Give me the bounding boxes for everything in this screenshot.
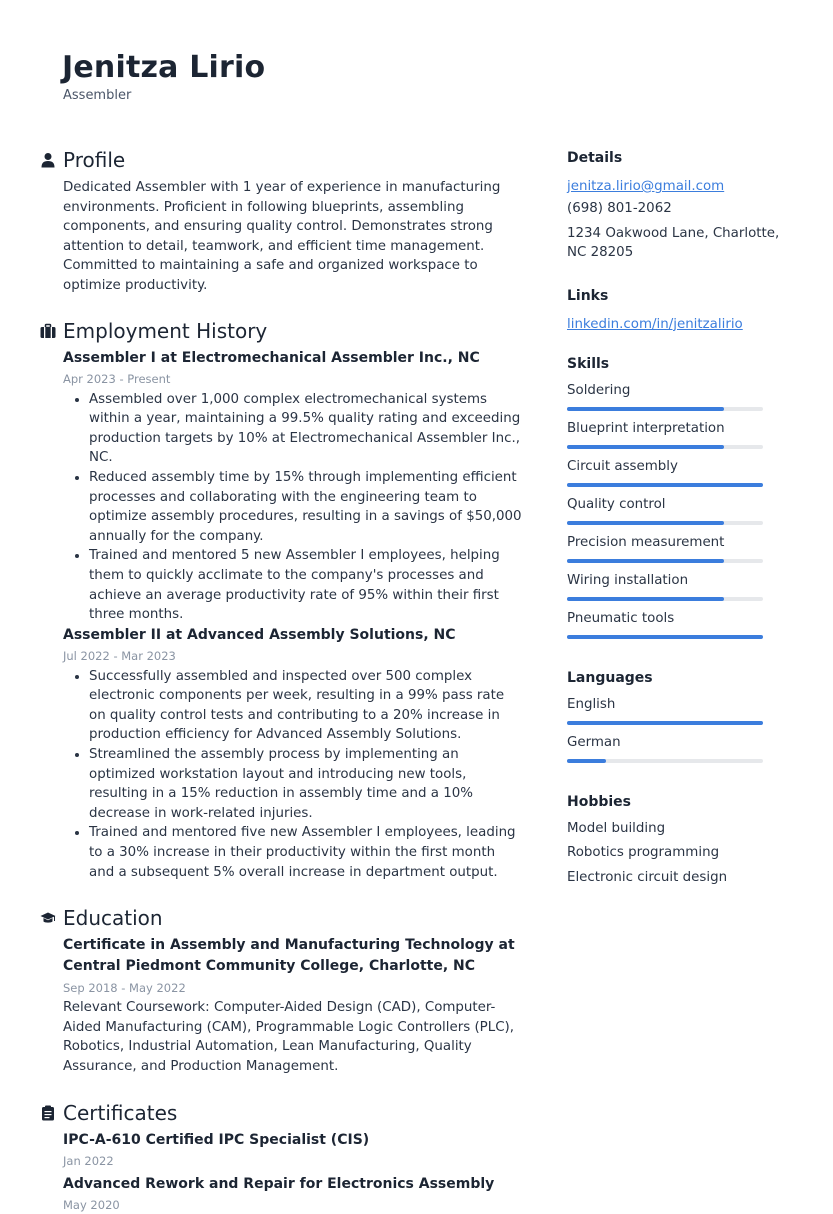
profile-text: Dedicated Assembler with 1 year of experience in manufacturing environments. Proficient in following blueprints, assembling components, and ensuring quality control. Demonstrates strong attention to detail, teamwork, and efficient time management. Committed to maintaining a safe and organized workspace to optimize productivity. [63,180,501,293]
education-title: Education [63,906,163,931]
job-bullets [63,390,522,625]
person-icon [40,152,56,168]
language-bar-track [567,721,763,725]
skill-bar-track [567,445,763,449]
hobbies-heading: Hobbies [567,793,632,810]
hobby-item: Robotics programming [567,845,720,861]
certificate-entry [40,1174,522,1214]
education-entry [40,935,522,1076]
skill-bar-track [567,407,763,411]
skill-label: Wiring installation [567,572,689,588]
profile-title: Profile [63,148,126,172]
clipboard-icon [40,1105,56,1121]
skill-bar-fill [567,483,763,487]
skill-bar-fill [567,559,724,563]
skill-label: Blueprint interpretation [567,420,725,436]
languages-heading: Languages [567,669,653,686]
language-bar-track [567,759,763,763]
linkedin-link[interactable]: linkedin.com/in/jenitzalirio [567,316,743,332]
skill-item [567,609,767,647]
briefcase-icon [40,323,56,339]
skill-item [567,457,767,495]
language-item [567,695,767,733]
skill-bar-track [567,597,763,601]
skill-item [567,419,767,457]
skill-bar-track [567,483,763,487]
phone: (698) 801-2062 [567,201,672,216]
certificates-title: Certificates [63,1100,178,1125]
hobby-item: Electronic circuit design [567,869,728,885]
education-text: Relevant Coursework: Computer-Aided Design (CAD), Computer-Aided Manufacturing (CAM), Programmable Logic Controllers (PLC), Robotics, Industrial Automation, Lean Manufacturing, Quality Assurance, and Production Management. [63,1000,515,1074]
skill-item [567,533,767,571]
language-label: German [567,734,621,750]
certificate-date: May 2020 [63,1197,120,1212]
skill-bar-track [567,635,763,639]
skill-label: Pneumatic tools [567,610,675,626]
skill-bar-fill [567,407,724,411]
candidate-name: Jenitza Lirio [62,50,266,85]
job-date: Apr 2023 - Present [63,371,171,386]
certificates-heading [40,1099,522,1129]
education-date: Sep 2018 - May 2022 [63,981,186,996]
language-item [567,733,767,771]
skill-item [567,381,767,419]
hobby-item: Model building [567,820,666,836]
skill-label: Precision measurement [567,534,725,550]
employment-heading [40,317,522,347]
certificate-title: Advanced Rework and Repair for Electronics Assembly [63,1175,495,1192]
profile-heading [40,146,522,176]
skill-bar-track [567,521,763,525]
details-heading: Details [567,150,623,166]
skill-bar-track [567,559,763,563]
language-bar-fill [567,721,763,725]
candidate-title: Assembler [63,88,132,103]
employment-title: Employment History [63,318,268,343]
certificate-title: IPC-A-610 Certified IPC Specialist (CIS) [63,1131,370,1148]
skill-bar-fill [567,521,724,525]
skills-heading: Skills [567,355,610,372]
education-heading [40,904,522,934]
email-link[interactable]: jenitza.lirio@gmail.com [567,179,725,194]
skill-item [567,495,767,533]
main-column [40,146,522,1214]
job-title: Assembler I at Electromechanical Assembler Inc., NC [63,349,480,366]
skill-bar-fill [567,635,763,639]
skill-item [567,571,767,609]
certificate-entry [40,1130,522,1170]
list-item: • Streamlined the assembly process by implementing an optimized workstation layout and introducing new tools, resulting in a 15% reduction in assembly time and a 10% decrease in work-related injuries. [89,745,522,823]
language-label: English [567,696,616,712]
certificate-date: Jan 2022 [63,1153,114,1168]
list-item: • Reduced assembly time by 15% through implementing efficient processes and collaborating with the engineering team to optimize assembly procedures, resulting in a savings of $50,000 annually for the company. [89,468,522,546]
job-bullets [63,667,522,883]
job-title: Assembler II at Advanced Assembly Solutions, NC [63,626,456,643]
language-bar-fill [567,759,606,763]
skill-bar-fill [567,597,724,601]
sidebar [567,146,780,888]
list-item: • Assembled over 1,000 complex electromechanical systems within a year, maintaining a 99.5% quality rating and exceeding production targets by 10% at Electromechanical Assembler Inc., NC. [89,390,522,468]
list-item: • Successfully assembled and inspected over 500 complex electronic components per week, resulting in a 99% pass rate on quality control tests and contributing to a 20% increase in production efficiency for Advanced Assembly Solutions. [89,667,522,745]
links-heading: Links [567,287,609,304]
skill-label: Circuit assembly [567,458,678,474]
graduation-cap-icon [40,910,56,926]
job-entry [40,348,522,625]
address: 1234 Oakwood Lane, Charlotte, NC 28205 [567,225,780,261]
job-date: Jul 2022 - Mar 2023 [63,648,176,663]
skill-label: Quality control [567,496,666,512]
job-entry [40,625,522,883]
list-item: • Trained and mentored 5 new Assembler I employees, helping them to quickly acclimate to the company's processes and achieve an average productivity rate of 95% within their first three months. [89,546,522,624]
education-degree: Certificate in Assembly and Manufacturing Technology at Central Piedmont Community College, Charlotte, NC [63,937,515,975]
skill-label: Soldering [567,382,631,398]
list-item: • Trained and mentored five new Assembler I employees, leading to a 30% increase in their productivity within the first month and a subsequent 5% overall increase in department output. [89,823,522,882]
skill-bar-fill [567,445,724,449]
